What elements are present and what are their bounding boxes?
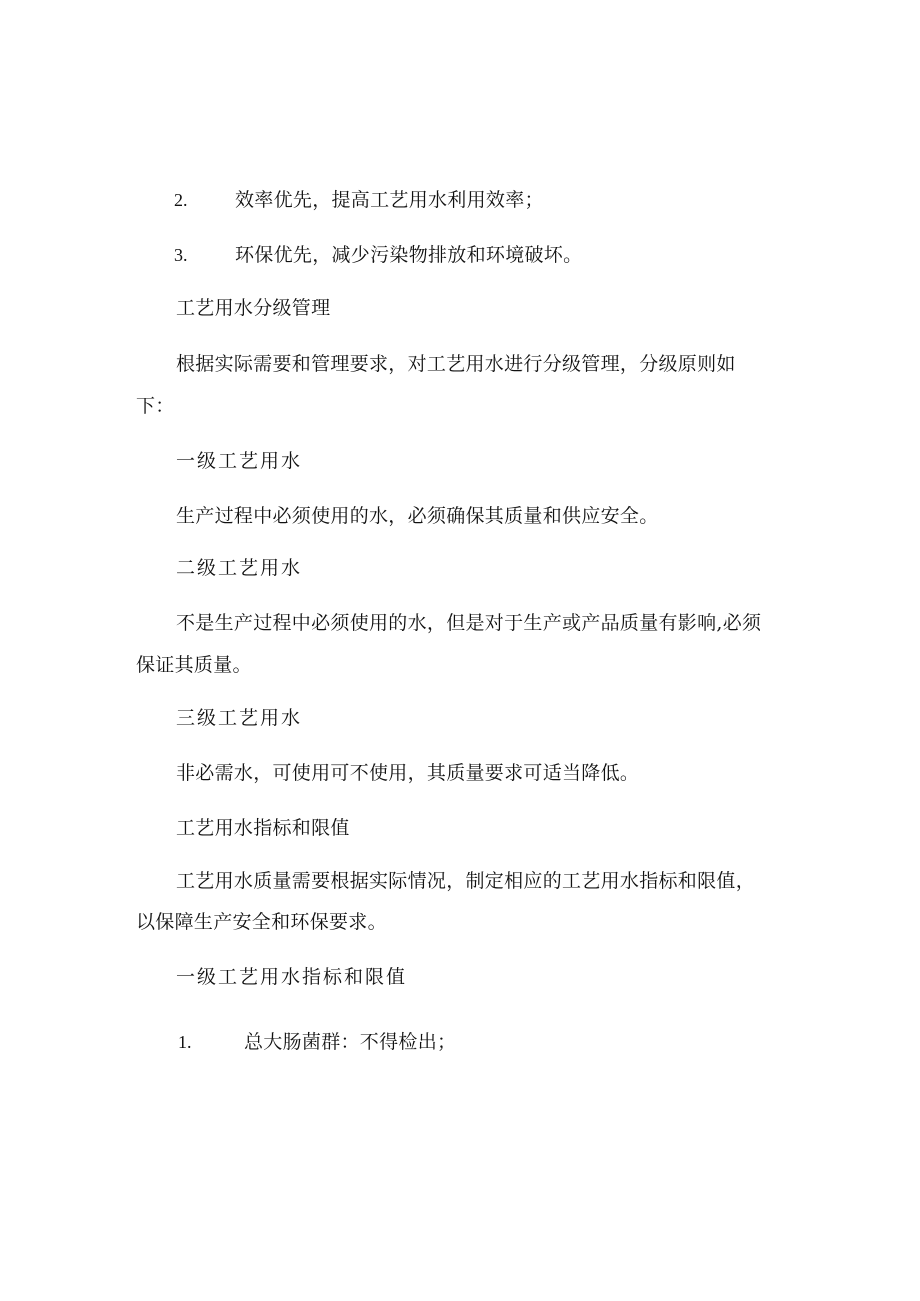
paragraph-line: 根据实际需要和管理要求，对工艺用水进行分级管理，分级原则如 xyxy=(176,353,736,375)
list-item-text: 环保优先，减少污染物排放和环境破坏。 xyxy=(235,244,583,266)
list-item-text: 总大肠菌群：不得检出； xyxy=(244,1031,457,1053)
paragraph-line: 生产过程中必须使用的水，必须确保其质量和供应安全。 xyxy=(176,505,659,527)
level3-heading: 三级工艺用水 xyxy=(176,707,303,729)
section-heading-grading: 工艺用水分级管理 xyxy=(176,297,331,319)
paragraph-line: 非必需水，可使用可不使用，其质量要求可适当降低。 xyxy=(176,762,640,784)
list-number: 3. xyxy=(174,245,188,265)
level2-heading: 二级工艺用水 xyxy=(176,557,303,579)
list-item-text: 效率优先，提高工艺用水利用效率； xyxy=(235,189,544,211)
paragraph-line: 以保障生产安全和环保要求。 xyxy=(136,911,387,933)
list-number: 1. xyxy=(178,1032,192,1052)
paragraph-line: 工艺用水质量需要根据实际情况，制定相应的工艺用水指标和限值， xyxy=(176,870,756,892)
level1-heading: 一级工艺用水 xyxy=(176,450,303,472)
paragraph-line: 不是生产过程中必须使用的水，但是对于生产或产品质量有影响,必须 xyxy=(176,612,762,634)
list-number: 2. xyxy=(174,190,188,210)
section-heading-limits: 工艺用水指标和限值 xyxy=(176,817,350,839)
paragraph-line: 保证其质量。 xyxy=(136,654,252,676)
paragraph-line: 下： xyxy=(136,395,175,417)
level1-limits-heading: 一级工艺用水指标和限值 xyxy=(176,966,408,988)
